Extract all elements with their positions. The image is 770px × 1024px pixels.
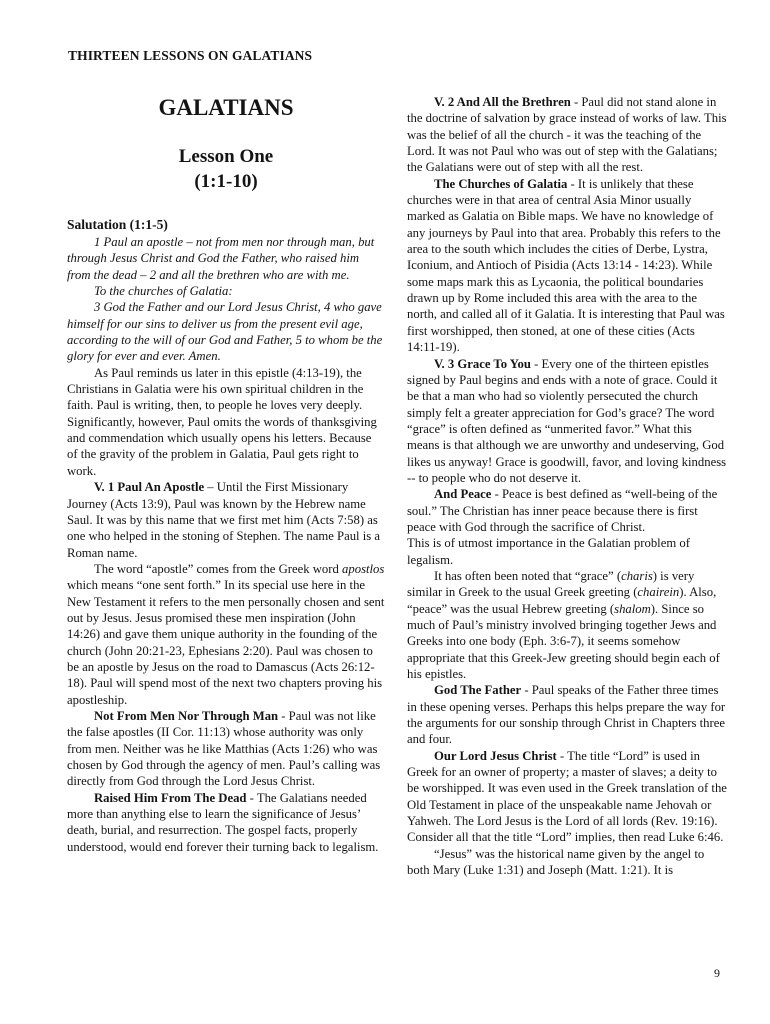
paragraph-heading: And Peace <box>434 487 492 502</box>
body-paragraph <box>407 568 727 682</box>
paragraph-heading: V. 3 Grace To You <box>434 356 531 371</box>
paragraph-text: ). Also, “peace” was the usual Hebrew greeting ( <box>407 585 717 616</box>
paragraph-text: - Paul did not stand alone in the doctrine of salvation by grace instead of works of law. This was the belief of all the church - it was the teaching of the Lord. It was not Paul who was out of step with the Galatians; the Galatians were out of step with all the rest. <box>407 95 727 175</box>
paragraph-heading: Raised Him From The Dead <box>94 790 247 805</box>
paragraph-heading: V. 2 And All the Brethren <box>434 95 571 109</box>
paragraph-text: – Until the First Missionary Journey (Acts 13:9), Paul was known by the Hebrew name Saul. It was by this name that we first met him (Acts 7:58) as one who helped in the stoning of Stephen. The name Paul is a Roman name. <box>67 480 381 560</box>
right-column <box>407 94 727 879</box>
paragraph-text: - Peace is best defined as “well-being of the soul.” The Christian has inner peace because there is first peace with God through the sacrifice of Christ. <box>407 487 718 534</box>
greek-term: chairein <box>637 585 680 600</box>
paragraph-text: - The Galatians needed more than anything else to learn the significance of Jesus’ death, burial, and resurrection. The gospel facts, properly understood, would end forever their turning back to legalism. <box>67 790 379 854</box>
body-paragraph: As Paul reminds us later in this epistle (4:13-19), the Christians in Galatia were his own spiritual children in the faith. Paul is writing, then, to people he loves very deeply. Significantly, however, Paul omits the words of thanksgiving and commendation which usually opens his letters. Because of the gravity of the problem in Galatia, Paul gets right to work. <box>67 365 377 478</box>
paragraph-text: The word “apostle” comes from the Greek word <box>94 561 343 576</box>
left-column <box>67 94 385 855</box>
body-paragraph: This is of utmost importance in the Galatian problem of legalism. <box>407 536 690 567</box>
body-paragraph <box>407 176 727 356</box>
section-heading: Salutation (1:1-5) <box>67 217 168 232</box>
running-head: THIRTEEN LESSONS ON GALATIANS <box>68 48 313 63</box>
paragraph-heading: Our Lord Jesus Christ <box>434 748 557 763</box>
scripture-paragraph: To the churches of Galatia: <box>94 284 233 299</box>
body-paragraph <box>407 486 727 535</box>
greek-term: apostlos <box>342 561 385 576</box>
body-paragraph <box>407 748 727 846</box>
paragraph-text: - It is unlikely that these churches were in that area of central Asia Minor usually marked as Galatia on Bible maps. We have no knowledge of any journeys by Paul into that area. Probably this refers to the area to the south which includes the cities of Derbe, Lystra, Iconium, and Antioch of Pisidia (Acts 13:14 - 14:23). While some maps mark this as Lycaonia, the political boundaries drawn up by Rome included this area with the area to the north, and called all of it Galatia. It is interesting that Paul was first worshipped, then stoned, at one of these cities (Acts 14:11-19). <box>407 176 725 355</box>
paragraph-text: - The title “Lord” is used in Greek for an owner of property; a master of slaves; a deity to be worshipped. It was even used in the Greek translation of the Old Testament in place of the unspeakable name Jehovah or Yahweh. The Lord Jesus is the Lord of all lords (Rev. 19:16). Consider all that the title “Lord” implies, then read Luke 6:46. <box>407 748 727 845</box>
paragraph-text: ) is very similar in Greek to the usual Greek greeting ( <box>407 568 695 600</box>
body-paragraph <box>407 682 727 747</box>
body-paragraph <box>407 356 727 487</box>
lesson-title: Lesson One <box>178 146 274 167</box>
paragraph-text: It has often been noted that “grace” ( <box>434 568 622 583</box>
paragraph-heading: The Churches of Galatia <box>434 176 568 191</box>
paragraph-heading: V. 1 Paul An Apostle <box>94 480 205 495</box>
scripture-paragraph: 3 God the Father and our Lord Jesus Christ, 4 who gave himself for our sins to deliver us from the present evil age, according to the will of our God and Father, 5 to whom be the glory for ever and ever. Amen. <box>67 300 383 364</box>
paragraph-text: which means “one sent forth.” In its special use here in the New Testament it refers to the men personally chosen and sent out by Jesus. Jesus promised these men inspiration (John 14:26) and gave them unique authority in the founding of the church (John 20:21-23, Ephesians 2:20). Paul was chosen to be an apostle by Jesus on the road to Damascus (Acts 26:12-18). Paul will spend most of the next two chapters proving his apostleship. <box>67 578 385 707</box>
body-paragraph <box>67 479 385 561</box>
greek-term: charis <box>621 568 653 583</box>
paragraph-heading: God The Father <box>434 683 522 698</box>
book-title: GALATIANS <box>158 95 294 120</box>
paragraph-text: - Paul was not like the false apostles (II Cor. 11:13) whose authority was only from men. Neither was he like Matthias (Acts 1:26) who was chosen by God through the agency of men. Paul’s calling was directly from God through the Lord Jesus Christ. <box>67 708 381 789</box>
scripture-paragraph: 1 Paul an apostle – not from men nor through man, but through Jesus Christ and God the Father, who raised him from the dead – 2 and all the brethren who are with me. <box>67 235 375 282</box>
hebrew-term: shalom <box>614 601 651 616</box>
page-number: 9 <box>714 966 720 980</box>
body-paragraph <box>67 561 385 708</box>
body-paragraph <box>407 94 727 176</box>
paragraph-text: - Every one of the thirteen epistles signed by Paul begins and ends with a note of grace. Could it be that a man who had so violently persecuted the church simply felt a greater appreciation for God’s grace? The word “grace” is often defined as “unmerited favor.” What this means is that although we are unworthy and undeserving, God likes us anyway! Grace is goodwill, favor, and loving kindness -- to people who do not deserve it. <box>407 356 727 485</box>
body-paragraph: “Jesus” was the historical name given by the angel to both Mary (Luke 1:31) and Joseph (Matt. 1:21). It is <box>407 846 705 878</box>
paragraph-text: - Paul speaks of the Father three times in these opening verses. Perhaps this helps prepare the way for the arguments for our sonship through Christ in Chapters three and four. <box>407 683 726 747</box>
paragraph-text: ). Since so much of Paul’s ministry involved bringing together Jews and Greeks into one body (Eph. 3:6-7), it seems somehow appropriate that this Greek-Jew greeting should begin each of his epistles. <box>407 601 720 682</box>
body-paragraph <box>67 708 385 790</box>
body-paragraph <box>67 790 385 855</box>
paragraph-heading: Not From Men Nor Through Man <box>94 708 279 723</box>
lesson-reference: (1:1-10) <box>194 171 258 192</box>
scripture-quote <box>67 234 385 365</box>
